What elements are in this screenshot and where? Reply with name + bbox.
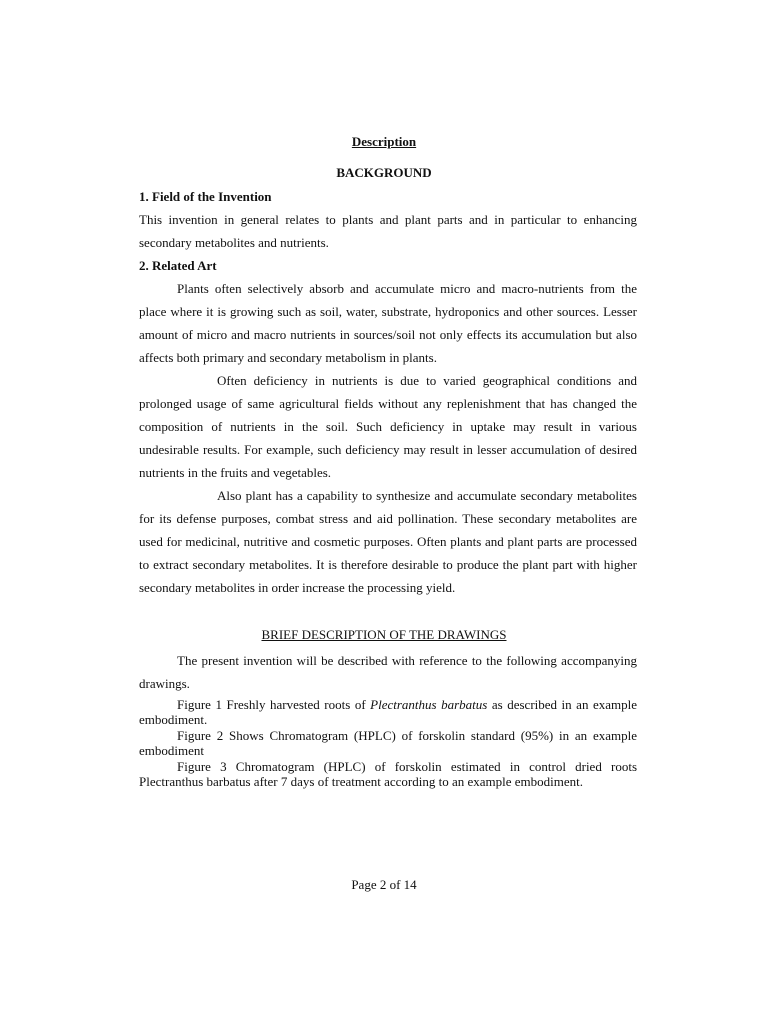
drawings-intro-block [139,649,637,695]
figure-2-caption: Figure 2 Shows Chromatogram (HPLC) of forskolin standard (95%) in an example embodiment [139,728,637,758]
field-heading: 1. Field of the Invention [139,189,272,204]
page-number: Page 2 of 14 [351,877,417,892]
related-art-paragraph-3: Also plant has a capability to synthesize and accumulate secondary metabolites for its defense purposes, combat stress and aid pollination. These secondary metabolites are used for medicinal, nutritive and cosmetic purposes. Often plants and plant parts are processed to extract secondary metabolites. It is therefore desirable to produce the plant part with higher secondary metabolites in order increase the processing yield. [139,488,637,595]
figure-list [139,697,637,790]
background-heading: BACKGROUND [336,165,432,180]
background-body [139,185,637,599]
drawings-heading: BRIEF DESCRIPTION OF THE DRAWINGS [261,627,507,642]
document-title: Description [351,134,417,149]
figure-3-caption: Figure 3 Chromatogram (HPLC) of forskolin estimated in control dried roots Plectranthus barbatus after 7 days of treatment according to an example embodiment. [139,759,637,789]
figure-1-caption: Figure 1 Freshly harvested roots of Plectranthus barbatus as described in an example embodiment. [139,697,637,727]
related-art-paragraph-1: Plants often selectively absorb and accumulate micro and macro-nutrients from the place where it is growing such as soil, water, substrate, hydroponics and other sources. Lesser amount of micro and macro nutrients in sources/soil not only effects its accumulation but also affects both primary and secondary metabolism in plants. [139,281,637,365]
related-art-paragraph-2: Often deficiency in nutrients is due to varied geographical conditions and prolonged usage of same agricultural fields without any replenishment that has changed the composition of nutrients in the soil. Such deficiency in uptake may result in various undesirable results. For example, such deficiency may result in lesser accumulation of desired nutrients in the fruits and vegetables. [139,373,637,480]
related-art-heading: 2. Related Art [139,258,217,273]
drawings-intro: The present invention will be described with reference to the following accompanying drawings. [139,653,637,691]
field-text: This invention in general relates to plants and plant parts and in particular to enhancing secondary metabolites and nutrients. [139,212,637,250]
species-name: Plectranthus barbatus [370,697,488,712]
